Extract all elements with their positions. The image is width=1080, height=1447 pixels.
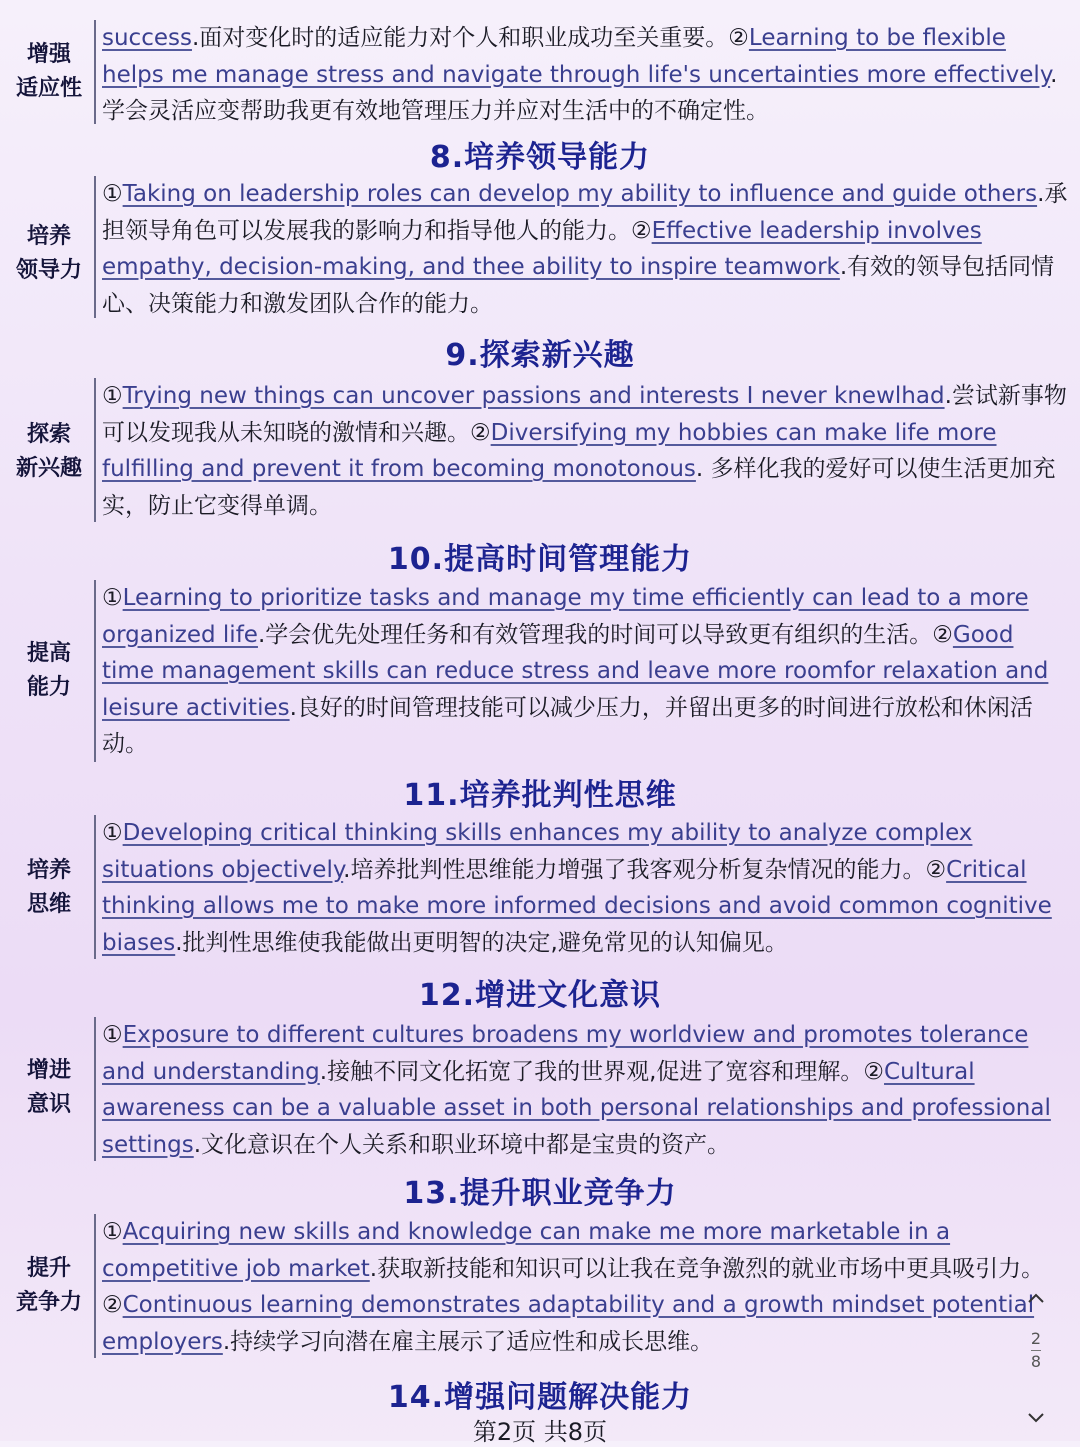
chinese-text: .持续学习向潜在雇主展示了适应性和成长思维。: [222, 1328, 714, 1355]
section-heading: 9.探索新兴趣: [445, 338, 635, 373]
chinese-text: .批判性思维使我能做出更明智的决定,避免常见的认知偏见。: [175, 929, 788, 956]
chinese-text: . 多样化我的爱好可以使生活更加充实，防止它变得单调。: [102, 456, 1056, 519]
chinese-text: .有效的领导包括同情心、决策能力和激发团队合作的能力。: [102, 254, 1055, 317]
chinese-text: .接触不同文化拓宽了我的世界观,促进了宽容和理解。②: [319, 1058, 885, 1085]
section-content: [94, 580, 1070, 762]
english-sentence: Acquiring new skills and knowledge can make me more marketable in a competitive job market: [102, 1219, 951, 1282]
section-heading: 8.培养领导能力: [429, 140, 651, 175]
side-label: 提高 能力: [26, 641, 71, 700]
english-sentence: Effective leadership involves empathy, decision-making, and thee ability to inspire teamwork: [102, 217, 982, 280]
chevron-up-icon[interactable]: [1016, 1290, 1056, 1309]
chinese-text: .学会灵活应变帮助我更有效地管理压力并应对生活中的不确定性。: [102, 61, 1058, 124]
section-heading: 11.培养批判性思维: [403, 778, 677, 813]
pager-divider: [1031, 1350, 1041, 1351]
side-label: 探索 新兴趣: [15, 422, 82, 481]
side-label: 培养 领导力: [15, 224, 82, 283]
english-sentence: Cultural awareness can be a valuable asset in both personal relationships and professional settings: [102, 1058, 1051, 1158]
page-indicator: 第2页 共8页: [472, 1418, 608, 1446]
section-content: [94, 815, 1070, 959]
english-sentence: Exposure to different cultures broadens my worldview and promotes tolerance and understanding: [102, 1022, 1029, 1085]
pager-counter: [1016, 1330, 1056, 1371]
section-content: [94, 1214, 1070, 1358]
english-sentence: Learning to be flexible helps me manage stress and navigate through life's uncertainties more effectively: [102, 25, 1051, 88]
english-sentence: success: [102, 25, 192, 51]
chinese-text: .面对变化时的适应能力对个人和职业成功至关重要。②: [191, 25, 749, 51]
chinese-text: ①: [102, 383, 123, 409]
side-label: 提升 竞争力: [15, 1256, 82, 1315]
chinese-text: ①: [102, 1219, 123, 1245]
chevron-down-icon[interactable]: [1016, 1410, 1056, 1429]
chinese-text: ①: [102, 181, 123, 207]
english-sentence: Learning to prioritize tasks and manage my time efficiently can lead to a more organized life: [102, 585, 1029, 648]
chinese-text: ①: [102, 585, 123, 611]
section-heading: 10.提高时间管理能力: [387, 542, 693, 577]
english-sentence: Taking on leadership roles can develop my ability to influence and guide others: [122, 181, 1038, 207]
chinese-text: ①: [102, 1022, 123, 1048]
section-heading: 12.增进文化意识: [418, 978, 662, 1013]
section-content: [94, 378, 1070, 522]
chinese-text: .承担领导角色可以发展我的影响力和指导他人的能力。②: [102, 181, 1068, 244]
side-label: 培养 思维: [26, 858, 71, 917]
section-content: [94, 176, 1070, 318]
section-content: [94, 1017, 1070, 1161]
section-heading: 14.增强问题解决能力: [387, 1380, 693, 1415]
english-sentence: Developing critical thinking skills enhances my ability to analyze complex situations objectively: [102, 820, 973, 883]
chinese-text: .获取新技能和知识可以让我在竞争激烈的就业市场中更具吸引力。②: [102, 1255, 1045, 1318]
pager-total: 8: [1030, 1352, 1042, 1371]
section-content: [94, 20, 1070, 124]
pager-current: 2: [1030, 1329, 1042, 1348]
side-label: 增进 意识: [26, 1058, 71, 1117]
english-sentence: Critical thinking allows me to make more informed decisions and avoid common cognitive biases: [102, 856, 1052, 956]
chinese-text: .良好的时间管理技能可以减少压力，并留出更多的时间进行放松和休闲活动。: [102, 694, 1033, 757]
chinese-text: .学会优先处理任务和有效管理我的时间可以导致更有组织的生活。②: [257, 621, 953, 648]
chinese-text: .培养批判性思维能力增强了我客观分析复杂情况的能力。②: [343, 856, 947, 883]
chinese-text: .尝试新事物可以发现我从未知晓的激情和兴趣。②: [102, 383, 1067, 446]
chinese-text: ①: [102, 820, 123, 846]
chinese-text: .文化意识在个人关系和职业环境中都是宝贵的资产。: [193, 1131, 731, 1158]
side-label: 增强 适应性: [15, 42, 82, 101]
section-heading: 13.提升职业竞争力: [403, 1176, 677, 1211]
english-sentence: Diversifying my hobbies can make life more fulfilling and prevent it from becoming monotonous: [102, 419, 997, 482]
english-sentence: Good time management skills can reduce stress and leave more roomfor relaxation and leisure activities: [102, 621, 1049, 721]
english-sentence: Continuous learning demonstrates adaptability and a growth mindset potential employers: [102, 1292, 1035, 1355]
english-sentence: Trying new things can uncover passions and interests I never knewlhad: [122, 383, 945, 409]
